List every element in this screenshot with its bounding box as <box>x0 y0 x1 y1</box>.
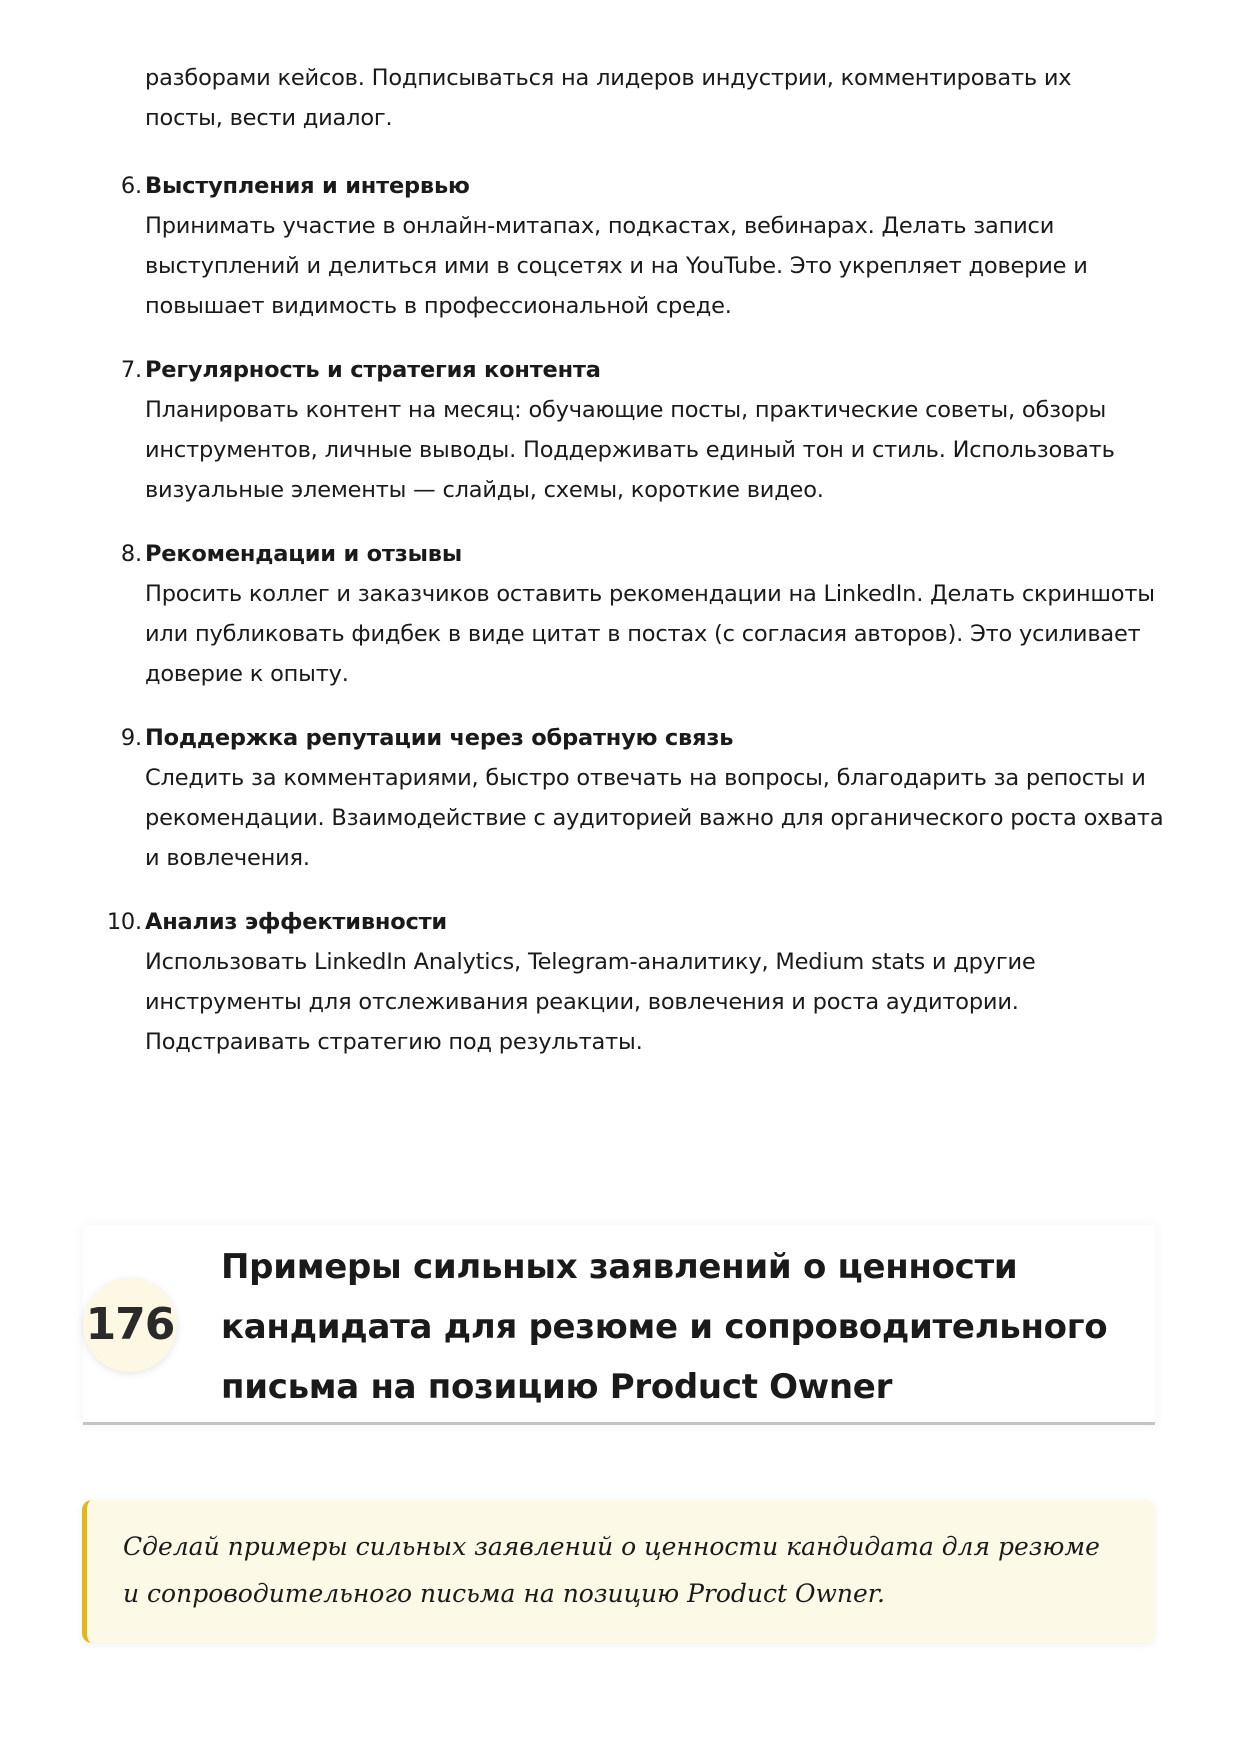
list-item <box>120 718 1165 878</box>
list-item-title: Поддержка репутации через обратную связь <box>145 725 734 751</box>
list-item-body: Планировать контент на месяц: обучающие посты, практические советы, обзоры инструментов, личные выводы. Поддерживать единый тон и стиль. Использовать визуальные элементы — слайды, схемы, короткие видео. <box>145 397 1115 503</box>
prompt-text: Сделай примеры сильных заявлений о ценности кандидата для резюме и сопроводительного письма на позицию Product Owner. <box>123 1532 1100 1608</box>
section-heading <box>83 1225 1155 1425</box>
list-item <box>120 350 1165 510</box>
list-item-number: 7. <box>120 357 142 383</box>
list-item-number: 6. <box>120 173 142 199</box>
list-item-body: Использовать LinkedIn Analytics, Telegram-аналитику, Medium stats и другие инструменты для отслеживания реакции, вовлечения и роста аудитории. Подстраивать стратегию под результаты. <box>145 949 1036 1055</box>
list-item <box>120 166 1165 326</box>
section-number-badge: 176 <box>83 1278 177 1372</box>
list-item-title: Регулярность и стратегия контента <box>145 357 601 383</box>
list-item-title: Анализ эффективности <box>145 909 448 935</box>
list-item-body: Просить коллег и заказчиков оставить рекомендации на LinkedIn. Делать скриншоты или публиковать фидбек в виде цитат в постах (с согласия авторов). Это усиливает доверие к опыту. <box>145 581 1155 687</box>
list-item-number: 9. <box>120 725 142 751</box>
list-item <box>106 902 1165 1062</box>
list-item <box>120 534 1165 694</box>
continuation-paragraph: разборами кейсов. Подписываться на лидеров индустрии, комментировать их посты, вести диалог. <box>145 65 1072 131</box>
list-item-title: Рекомендации и отзывы <box>145 541 462 567</box>
list-item-body: Следить за комментариями, быстро отвечать на вопросы, благодарить за репосты и рекомендации. Взаимодействие с аудиторией важно для органического роста охвата и вовлечения. <box>145 765 1164 871</box>
section-title: Примеры сильных заявлений о ценности кандидата для резюме и сопроводительного письма на позицию Product Owner <box>221 1247 1108 1407</box>
prompt-callout <box>82 1500 1155 1643</box>
list-item-body: Принимать участие в онлайн-митапах, подкастах, вебинарах. Делать записи выступлений и делиться ими в соцсетях и на YouTube. Это укрепляет доверие и повышает видимость в профессиональной среде. <box>145 213 1088 319</box>
list-item-number: 8. <box>120 541 142 567</box>
list-item-number: 10. <box>106 909 142 935</box>
list-item-title: Выступления и интервью <box>145 173 470 199</box>
